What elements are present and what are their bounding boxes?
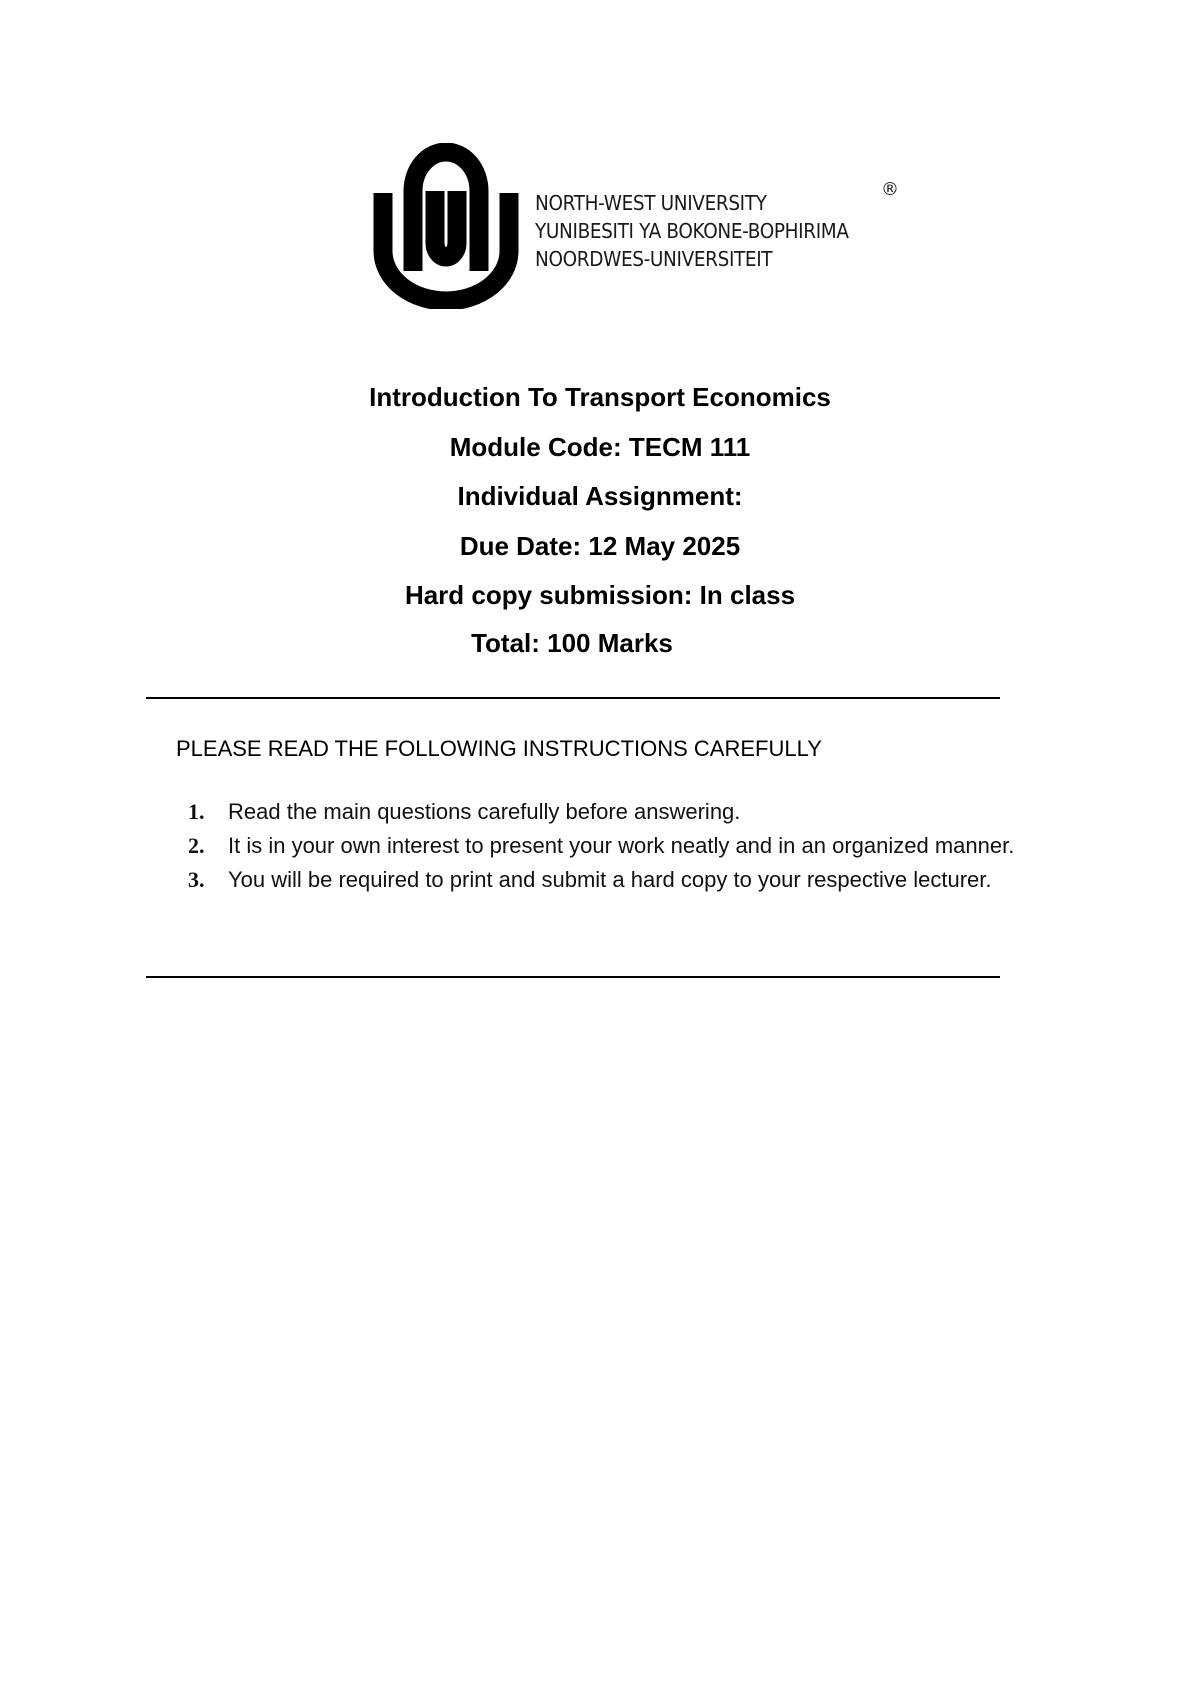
list-item-number: 2. [188,833,205,858]
logo-line-afrikaans: NOORDWES-UNIVERSITEIT [535,247,773,271]
due-date: Due Date: 12 May 2025 [459,531,741,561]
logo-line-english: NORTH-WEST UNIVERSITY [535,191,767,215]
list-item-number: 1. [188,799,205,824]
nwu-logo-mark-icon [373,143,519,309]
top-divider [146,697,1000,699]
list-item-text: You will be required to print and submit a hard copy to your respective lecturer. [228,867,992,892]
list-item [188,798,1018,826]
list-item-text: It is in your own interest to present your work neatly and in an organized manner. [228,833,1015,858]
list-item-text: Read the main questions carefully before answering. [228,799,741,824]
list-item [188,832,1018,860]
instructions-heading: PLEASE READ THE FOLLOWING INSTRUCTIONS CAREFULLY [176,736,822,761]
logo-wordmark [535,189,849,273]
course-title: Introduction To Transport Economics [369,382,831,412]
instructions-list [188,798,1018,900]
registered-trademark-symbol: ® [881,179,899,200]
university-logo [373,143,903,309]
total-marks: Total: 100 Marks [471,628,673,658]
module-code: Module Code: TECM 111 [449,432,751,462]
list-item-number: 3. [188,867,205,892]
list-item [188,866,1018,894]
assignment-type: Individual Assignment: [457,481,743,511]
submission-method: Hard copy submission: In class [404,580,796,610]
logo-line-setswana: YUNIBESITI YA BOKONE-BOPHIRIMA [535,219,849,243]
bottom-divider [146,976,1000,978]
